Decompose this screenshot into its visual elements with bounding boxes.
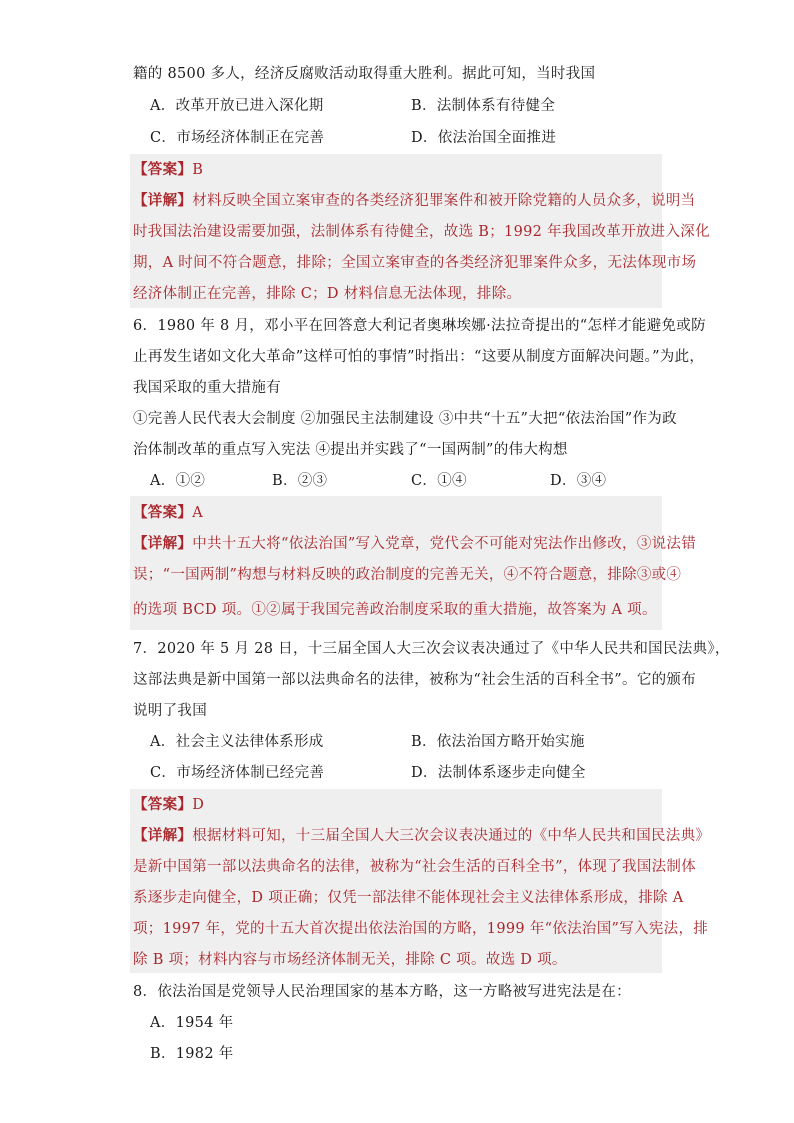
answer-label: 【答案】 [133,796,193,813]
q6-stem-line-4: ①完善人民代表大会制度 ②加强民主法制建设 ③中共“十五”大把“依法治国”作为政 [133,411,677,427]
q7-option-a: A．社会主义法律体系形成 [150,734,324,750]
answer-value: D [192,797,205,813]
answer-value: B [192,162,204,178]
q5-option-a: A．改革开放已进入深化期 [150,98,324,114]
q7-stem-line-2: 这部法典是新中国第一部以法典命名的法律，被称为“社会生活的百科全书”。它的颁布 [133,672,697,688]
q8-option-b: B．1982 年 [150,1046,234,1062]
q8-stem: 8．依法治国是党领导人民治理国家的基本方略，这一方略被写进宪法是在： [133,984,631,1000]
q7-detail-line-5: 除 B 项；材料内容与市场经济体制无关，排除 C 项。故选 D 项。 [133,952,567,968]
answer-label: 【答案】 [133,504,193,521]
q7-detail-line-4: 项；1997 年，党的十五大首次提出依法治国的方略，1999 年“依法治国”写入宪法，排 [133,921,709,937]
detail-label: 【详解】 [133,827,193,844]
q6-option-d: D．③④ [550,473,607,489]
q6-detail-line-1: 【详解】中共十五大将“依法治国”写入党章，党代会不可能对宪法作出修改，③说法错 [133,535,697,552]
q7-answer-block [130,789,662,973]
q6-detail-line-2: 误；“一国两制”构想与材料反映的政治制度的完善无关，④不符合题意，排除③或④ [133,567,682,583]
q5-detail-line-2: 时我国法治建设需要加强，法制体系有待健全，故选 B；1992 年我国改革开放进入深化 [133,224,710,240]
q6-option-c: C．①④ [411,473,467,489]
q5-answer [133,160,203,180]
q7-answer [133,795,204,815]
q6-option-a: A．①② [150,473,206,489]
q5-option-b: B．法制体系有待健全 [411,98,556,114]
q7-option-b: B．依法治国方略开始实施 [411,734,585,750]
q6-option-b: B．②③ [272,473,328,489]
q7-option-c: C．市场经济体制已经完善 [150,765,325,781]
answer-label: 【答案】 [133,161,193,178]
q6-stem-line-2: 止再发生诸如文化大革命”这样可怕的事情”时指出：“这要从制度方面解决问题。”为此， [133,349,705,365]
q6-stem-line-5: 治体制改革的重点写入宪法 ④提出并实践了“一国两制”的伟大构想 [133,442,568,458]
q7-detail-line-3: 系逐步走向健全，D 项正确；仅凭一部法律不能体现社会主义法律体系形成，排除 A [133,890,684,906]
answer-value: A [192,505,203,521]
q5-option-d: D．依法治国全面推进 [411,130,557,146]
q5-stem-tail: 籍的 8500 多人，经济反腐败活动取得重大胜利。据此可知，当时我国 [133,66,596,82]
q6-stem-line-3: 我国采取的重大措施有 [133,380,281,396]
q6-stem-line-1: 6．1980 年 8 月，邓小平在回答意大利记者奥琳埃娜·法拉奇提出的“怎样才能避免或防 [133,318,706,334]
detail-label: 【详解】 [133,192,193,209]
detail-label: 【详解】 [133,535,193,552]
q7-stem-line-3: 说明了我国 [133,703,207,719]
q5-detail-line-3: 期，A 时间不符合题意，排除；全国立案审查的各类经济犯罪案件众多，无法体现市场 [133,255,697,271]
q6-detail-line-3: 的选项 BCD 项。①②属于我国完善政治制度采取的重大措施，故答案为 A 项。 [133,602,657,618]
q7-stem-line-1: 7．2020 年 5 月 28 日，十三届全国人大三次会议表决通过了《中华人民共和国民法典》， [133,641,730,657]
q5-option-c: C．市场经济体制正在完善 [150,130,325,146]
q7-detail-line-2: 是新中国第一部以法典命名的法律，被称为“社会生活的百科全书”，体现了我国法制体 [133,859,697,875]
q5-detail-line-1: 【详解】材料反映全国立案审查的各类经济犯罪案件和被开除党籍的人员众多，说明当 [133,192,696,209]
q8-option-a: A．1954 年 [150,1015,234,1031]
q6-answer [133,503,203,523]
q7-detail-line-1: 【详解】根据材料可知，十三届全国人大三次会议表决通过的《中华人民共和国民法典》 [133,827,711,844]
q5-detail-line-4: 经济体制正在完善，排除 C；D 材料信息无法体现，排除。 [133,286,522,302]
q7-option-d: D．法制体系逐步走向健全 [411,765,586,781]
